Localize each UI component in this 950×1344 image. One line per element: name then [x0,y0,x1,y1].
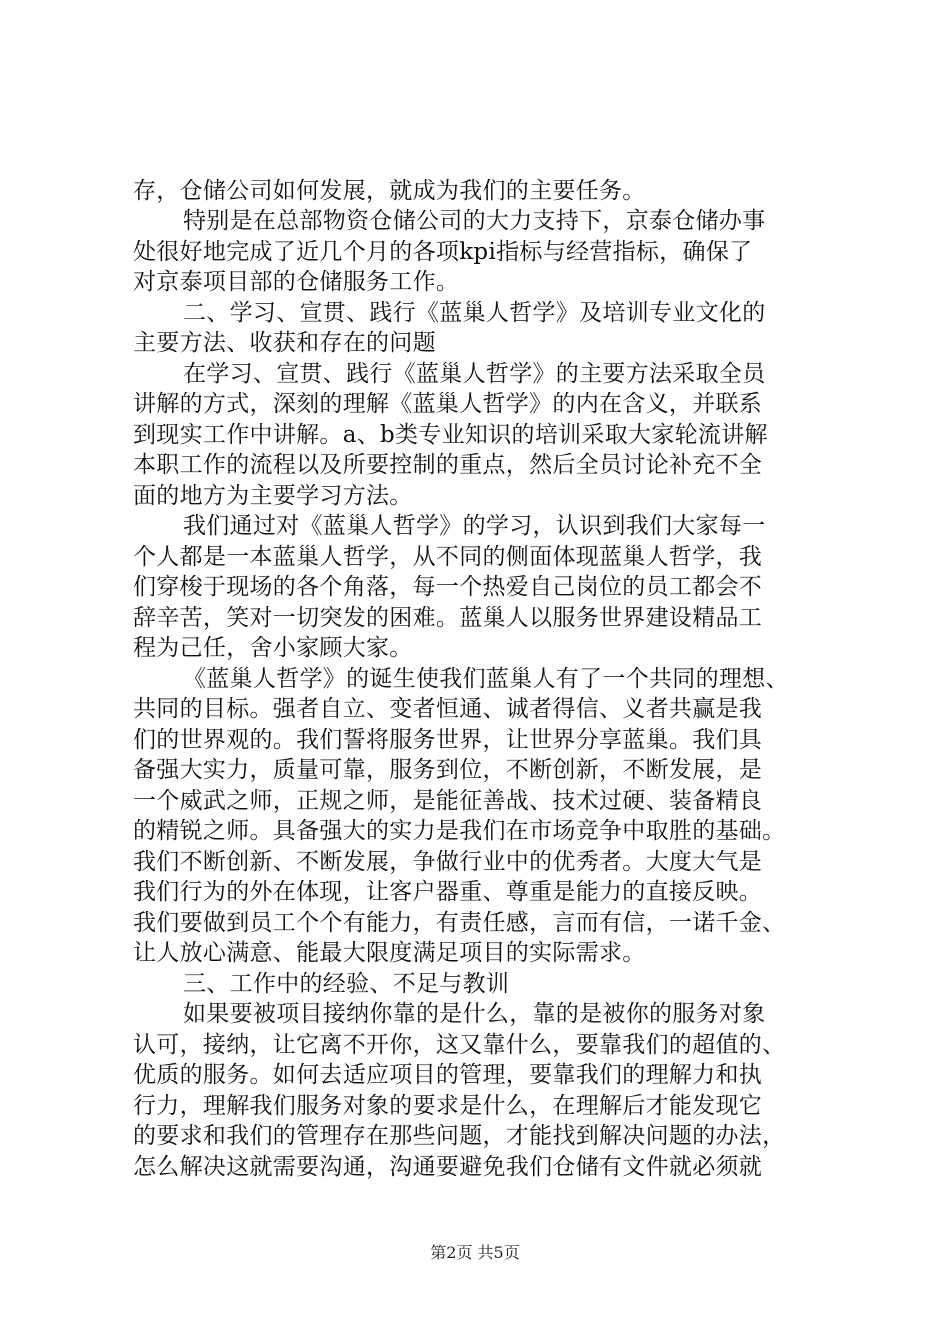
text-line: 处很好地完成了近几个月的各项kpi指标与经营指标，确保了 [133,239,753,265]
text-line: 个人都是一本蓝巢人哲学，从不同的侧面体现蓝巢人哲学，我 [133,544,763,570]
paragraph-start: 特别是在总部物资仓储公司的大力支持下，京泰仓储办事 [183,208,766,234]
text-line: 们穿梭于现场的各个角落，每一个热爱自己岗位的员工都会不 [133,574,763,600]
text-line: 一个威武之师，正规之师，是能征善战、技术过硬、装备精良 [133,788,763,814]
paragraph-start: 我们通过对《蓝巢人哲学》的学习，认识到我们大家每一 [183,513,766,539]
text-line: 优质的服务。如何去适应项目的管理，要靠我们的理解力和执 [133,1062,763,1088]
text-line: 存，仓储公司如何发展，就成为我们的主要任务。 [133,178,646,204]
text-line: 我们行为的外在体现，让客户器重、尊重是能力的直接反映。 [133,879,763,905]
text-line: 我们不断创新、不断发展，争做行业中的优秀者。大度大气是 [133,849,763,875]
text-line: 怎么解决这就需要沟通，沟通要避免我们仓储有文件就必须就 [133,1154,763,1180]
text-line: 认可，接纳，让它离不开你，这又靠什么，要靠我们的超值的、 [133,1032,786,1058]
text-line: 讲解的方式，深刻的理解《蓝巢人哲学》的内在含义，并联系 [133,391,763,417]
page-number-footer: 第2页 共5页 [430,1243,520,1262]
text-line: 本职工作的流程以及所要控制的重点，然后全员讨论补充不全 [133,452,763,478]
paragraph-start: 在学习、宣贯、践行《蓝巢人哲学》的主要方法采取全员 [183,361,766,387]
text-line: 程为己任，舍小家顾大家。 [133,635,413,661]
text-line: 们的世界观的。我们誓将服务世界，让世界分享蓝巢。我们具 [133,727,763,753]
section-heading: 三、工作中的经验、不足与教训 [183,971,510,997]
text-line: 辞辛苦，笑对一切突发的困难。蓝巢人以服务世界建设精品工 [133,605,763,631]
text-line: 到现实工作中讲解。a、b类专业知识的培训采取大家轮流讲解 [133,422,768,448]
paragraph-start: 《蓝巢人哲学》的诞生使我们蓝巢人有了一个共同的理想、 [183,666,789,692]
text-line: 的要求和我们的管理存在那些问题，才能找到解决问题的办法， [133,1123,786,1149]
text-line: 的精锐之师。具备强大的实力是我们在市场竞争中取胜的基础。 [133,818,786,844]
text-line: 对京泰项目部的仓储服务工作。 [133,269,460,295]
section-heading-cont: 主要方法、收获和存在的问题 [133,330,436,356]
text-line: 让人放心满意、能最大限度满足项目的实际需求。 [133,940,646,966]
text-line: 备强大实力，质量可靠，服务到位，不断创新，不断发展，是 [133,757,763,783]
paragraph-start: 如果要被项目接纳你靠的是什么，靠的是被你的服务对象 [183,1001,766,1027]
text-line: 共同的目标。强者自立、变者恒通、诚者得信、义者共赢是我 [133,696,763,722]
section-heading: 二、学习、宣贯、践行《蓝巢人哲学》及培训专业文化的 [183,300,766,326]
text-line: 面的地方为主要学习方法。 [133,483,413,509]
text-line: 我们要做到员工个个有能力，有责任感，言而有信，一诺千金、 [133,910,786,936]
text-line: 行力，理解我们服务对象的要求是什么，在理解后才能发现它 [133,1093,763,1119]
